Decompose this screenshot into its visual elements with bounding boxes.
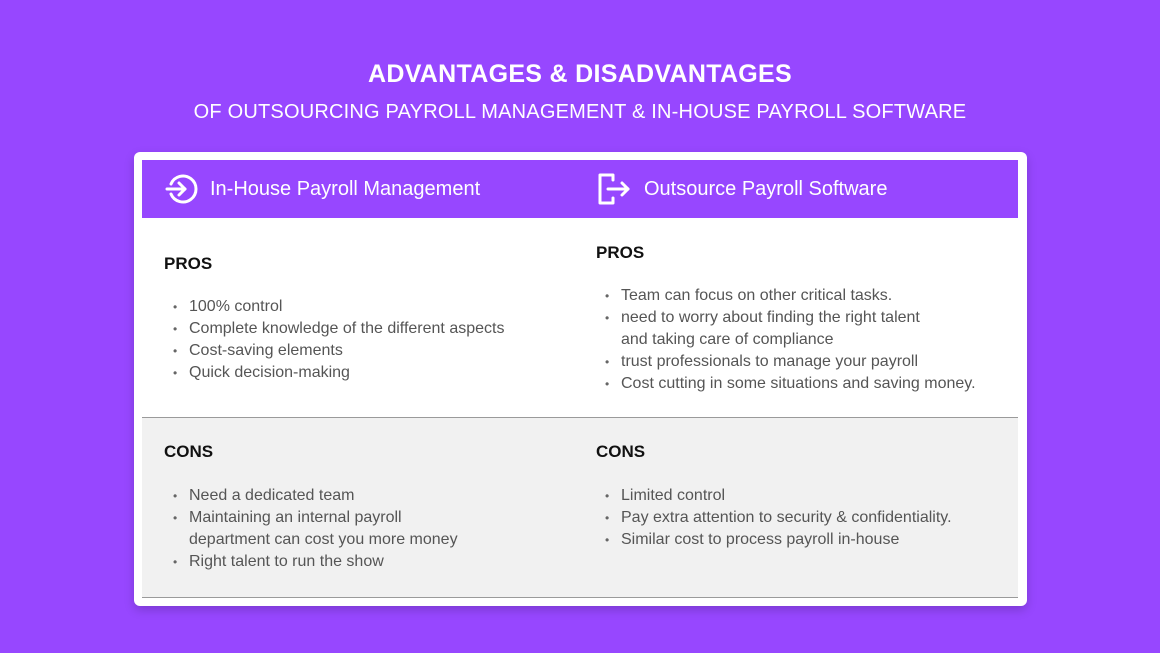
pros-section [142,218,1018,418]
list-item: • trust professionals to manage your payroll [596,351,976,373]
list-item: • Maintaining an internal payroll department can cost you more money [164,507,458,551]
header-label: Outsource Payroll Software [644,177,888,200]
list-item: • Cost cutting in some situations and saving money. [596,373,976,395]
pros-list [596,285,976,395]
pros-heading: PROS [164,254,213,273]
header-label: In-House Payroll Management [210,177,481,200]
comparison-card [134,152,1027,606]
header-in-house [164,160,480,218]
list-item: • Right talent to run the show [164,551,458,573]
list-item: • Need a dedicated team [164,485,458,507]
cons-list [596,485,952,551]
list-item: • Quick decision-making [164,362,504,384]
cons-heading: CONS [164,442,214,461]
list-item: • need to worry about finding the right talent and taking care of compliance [596,307,976,351]
cons-section [142,418,1018,598]
list-item: • Complete knowledge of the different aspects [164,318,504,340]
pros-heading: PROS [596,243,645,262]
logout-arrow-icon [596,171,632,207]
page-subtitle: OF OUTSOURCING PAYROLL MANAGEMENT & IN-HOUSE PAYROLL SOFTWARE [193,101,967,123]
header-outsource [596,160,887,218]
login-arrow-icon [164,172,198,206]
list-item: • Limited control [596,485,952,507]
comparison-header [142,160,1018,218]
pros-list [164,296,504,384]
cons-heading: CONS [596,442,646,461]
page-title: ADVANTAGES & DISADVANTAGES [367,60,793,88]
cons-list [164,485,458,573]
list-item: • Team can focus on other critical tasks. [596,285,976,307]
list-item: • 100% control [164,296,504,318]
list-item: • Cost-saving elements [164,340,504,362]
list-item: • Pay extra attention to security & confidentiality. [596,507,952,529]
list-item: • Similar cost to process payroll in-house [596,529,952,551]
